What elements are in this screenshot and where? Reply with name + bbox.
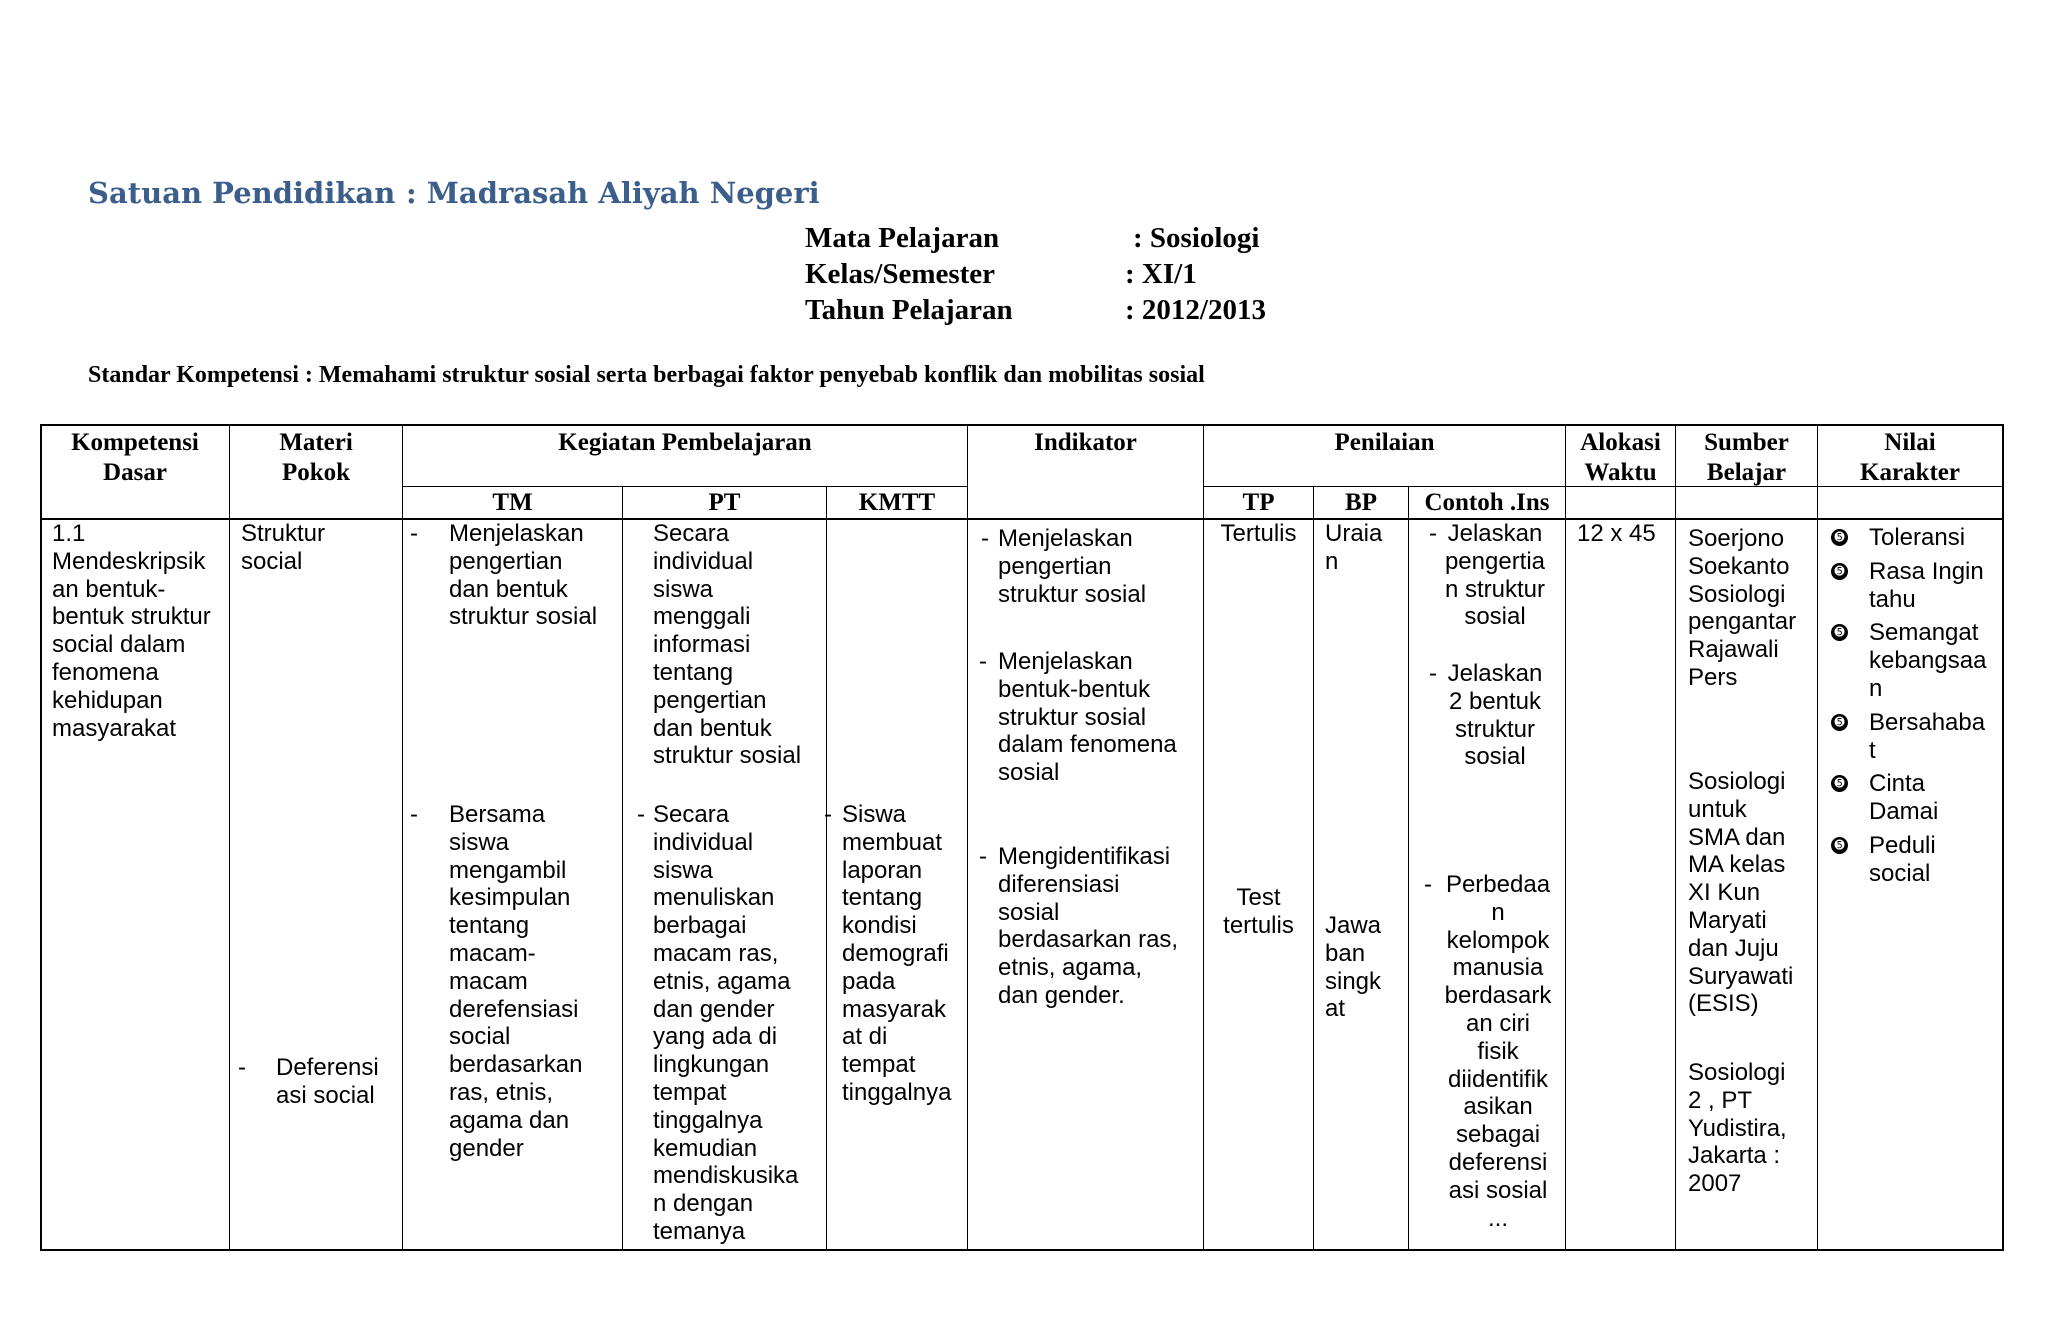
indicator-3: Mengidentifikasi diferensiasi sosial berdasarkan ras, etnis, agama, dan gender. (998, 843, 1179, 1009)
character-values-list (1831, 524, 1986, 894)
header-alokasi-waktu: Alokasi Waktu (1580, 429, 1661, 486)
bp-short-answer: Jawa ban singk at (1325, 912, 1382, 1023)
bullet-8-icon: ➎ (1831, 837, 1848, 854)
character-value-item (1831, 524, 1986, 552)
character-value-label: Rasa Ingin tahu (1869, 557, 1984, 613)
class-label: Kelas/Semester (805, 258, 996, 290)
header-tm: TM (492, 489, 533, 516)
source-2: Sosiologi untuk SMA dan MA kelas XI Kun Maryati dan Juju Suryawati (ESIS) (1688, 768, 1794, 1018)
bp-essay: Uraia n (1325, 520, 1383, 575)
standard-competency: Standar Kompetensi : Memahami struktur sosial serta berbagai faktor penyebab konflik dan mobilitas sosial (88, 362, 1205, 388)
materi-dash: - (238, 1054, 246, 1081)
subject-value: : Sosiologi (1133, 222, 1260, 254)
character-value-item (1831, 832, 1986, 888)
indicator-dash-2: - (979, 648, 987, 675)
tm-dash-2: - (410, 801, 418, 828)
bullet-8-icon: ➎ (1831, 775, 1848, 792)
bullet-8-icon: ➎ (1831, 624, 1848, 641)
pt-activity-1: Secara individual siswa menggali informasi tentang pengertian dan bentuk struktur sosial (653, 520, 802, 770)
indicator-dash-1: - (981, 525, 989, 552)
character-value-item (1831, 770, 1986, 826)
tp-written-test: Test tertulis (1223, 884, 1294, 939)
source-1: Soerjono Soekanto Sosiologi pengantar Rajawali Pers (1688, 525, 1797, 691)
contoh-dash-1: - (1429, 520, 1437, 547)
indicator-2: Menjelaskan bentuk-bentuk struktur sosial dalam fenomena sosial (998, 648, 1177, 787)
header-nilai-karakter: Nilai Karakter (1860, 429, 1960, 486)
pt-dash-2: - (637, 801, 645, 828)
indicator-1: Menjelaskan pengertian struktur sosial (998, 525, 1147, 608)
kd-text: 1.1 Mendeskripsik an bentuk- bentuk struktur social dalam fenomena kehidupan masyarakat (52, 520, 211, 742)
header-kmtt: KMTT (858, 489, 936, 516)
header-kegiatan: Kegiatan Pembelajaran (558, 429, 812, 456)
pt-activity-2: Secara individual siswa menuliskan berbagai macam ras, etnis, agama dan gender yang ada di lingkungan tempat tinggalnya kemudian mendiskusika n dengan temanya (653, 801, 799, 1245)
header-penilaian: Penilaian (1334, 429, 1435, 456)
class-value: : XI/1 (1125, 258, 1197, 290)
contoh-question-3: Perbedaa n kelompok manusia berdasark an ciri fisik diidentifik asikan sebagai deferensi asi sosial ... (1444, 871, 1552, 1232)
materi-structure: Struktur social (241, 520, 326, 575)
character-value-label: Peduli social (1869, 831, 1936, 887)
tm-activity-2: Bersama siswa mengambil kesimpulan tentang macam- macam derefensiasi social berdasarkan ras, etnis, agama dan gender (449, 801, 583, 1162)
bullet-8-icon: ➎ (1831, 563, 1848, 580)
character-value-item (1831, 619, 1986, 702)
tm-activity-1: Menjelaskan pengertian dan bentuk struktur sosial (449, 520, 598, 631)
character-value-label: Bersahaba t (1869, 708, 1986, 764)
header-contoh-instrumen: Contoh .Ins (1424, 489, 1550, 516)
header-materi-pokok: Materi Pokok (279, 429, 353, 486)
contoh-dash-3: - (1424, 871, 1432, 898)
indicator-dash-3: - (979, 843, 987, 870)
kmtt-dash: - (824, 801, 832, 828)
character-value-label: Toleransi (1869, 524, 1966, 551)
character-value-label: Cinta Damai (1869, 770, 1939, 826)
materi-differentiation: Deferensi asi social (276, 1054, 379, 1109)
character-value-label: Semangat kebangsaa n (1869, 619, 1987, 702)
character-value-item (1831, 558, 1986, 614)
kmtt-activity: Siswa membuat laporan tentang kondisi demografi pada masyarak at di tempat tinggalnya (842, 801, 952, 1106)
bullet-8-icon: ➎ (1831, 714, 1848, 731)
subject-label: Mata Pelajaran (805, 222, 1000, 254)
source-3: Sosiologi 2 , PT Yudistira, Jakarta : 2007 (1688, 1059, 1787, 1198)
tp-written: Tertulis (1220, 520, 1297, 547)
header-kompetensi-dasar: Kompetensi Dasar (71, 429, 199, 486)
header-bp: BP (1345, 489, 1377, 516)
bullet-8-icon: ➎ (1831, 529, 1848, 546)
header-sumber-belajar: Sumber Belajar (1704, 429, 1789, 486)
header-indikator: Indikator (1034, 429, 1137, 456)
header-pt: PT (708, 489, 741, 516)
contoh-question-1: Jelaskan pengertia n struktur sosial (1444, 520, 1546, 631)
contoh-dash-2: - (1429, 660, 1437, 687)
tm-dash-1: - (410, 520, 418, 547)
year-value: : 2012/2013 (1125, 294, 1266, 326)
school-label: Satuan Pendidikan (88, 176, 396, 210)
school-value: : Madrasah Aliyah Negeri (406, 176, 820, 210)
header-tp: TP (1242, 489, 1275, 516)
year-label: Tahun Pelajaran (805, 294, 1013, 326)
alokasi-waktu-value: 12 x 45 (1577, 520, 1656, 547)
contoh-question-2: Jelaskan 2 bentuk struktur sosial (1447, 660, 1543, 771)
character-value-item (1831, 709, 1986, 765)
